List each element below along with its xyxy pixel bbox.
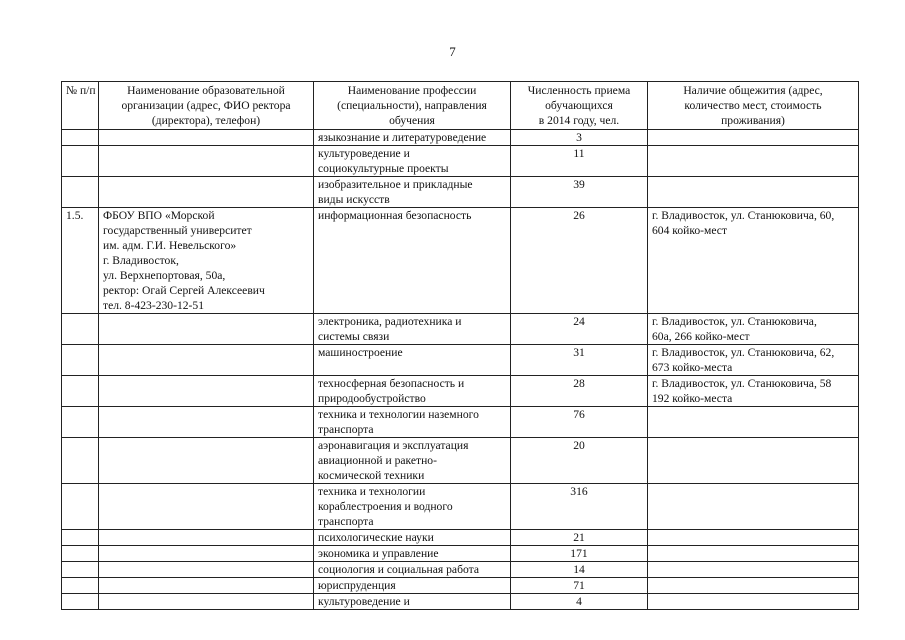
admission-count-cell: 26	[511, 208, 648, 314]
cell-text-line: г. Владивосток, ул. Станюковича, 62,	[652, 346, 835, 359]
table-row	[62, 530, 859, 546]
dormitory-cell	[648, 578, 859, 594]
cell-text-line: электроника, радиотехника и	[318, 315, 462, 328]
header-text-line: № п/п	[66, 84, 96, 97]
row-number-cell	[62, 314, 99, 345]
cell-text-line: культуроведение и	[318, 147, 410, 160]
cell-text-line: аэронавигация и эксплуатация	[318, 439, 469, 452]
organization-cell	[99, 177, 314, 208]
profession-cell	[314, 376, 511, 407]
organization-cell	[99, 546, 314, 562]
admission-count-cell: 11	[511, 146, 648, 177]
cell-text-line: авиационной и ракетно-	[318, 454, 437, 467]
organization-cell	[99, 438, 314, 484]
cell-text-line: культуроведение и	[318, 595, 410, 608]
organization-cell	[99, 562, 314, 578]
dormitory-cell	[648, 594, 859, 610]
header-text-line: количество мест, стоимость	[684, 99, 822, 112]
table-row	[62, 546, 859, 562]
admission-count-cell: 21	[511, 530, 648, 546]
cell-text-line: ФБОУ ВПО «Морской	[103, 209, 215, 222]
table-body	[62, 130, 859, 610]
header-text-line: Наличие общежития (адрес,	[683, 84, 823, 97]
profession-cell	[314, 578, 511, 594]
header-organization	[99, 82, 314, 130]
table-row	[62, 208, 859, 314]
cell-text-line: 1.5.	[66, 209, 84, 222]
header-profession	[314, 82, 511, 130]
admission-count-cell: 20	[511, 438, 648, 484]
profession-cell	[314, 345, 511, 376]
cell-text-line: техносферная безопасность и	[318, 377, 465, 390]
cell-text-line: космической техники	[318, 469, 425, 482]
row-number-cell	[62, 530, 99, 546]
dormitory-cell	[648, 208, 859, 314]
cell-text-line: тел. 8-423-230-12-51	[103, 299, 205, 312]
organization-cell	[99, 146, 314, 177]
row-number-cell	[62, 146, 99, 177]
profession-cell	[314, 438, 511, 484]
dormitory-cell	[648, 314, 859, 345]
dormitory-cell	[648, 130, 859, 146]
admission-count-cell: 31	[511, 345, 648, 376]
row-number-cell	[62, 594, 99, 610]
cell-text-line: социология и социальная работа	[318, 563, 479, 576]
cell-text-line: 604 койко-мест	[652, 224, 728, 237]
admissions-table	[61, 81, 859, 610]
row-number-cell	[62, 484, 99, 530]
table-row	[62, 376, 859, 407]
row-number-cell	[62, 345, 99, 376]
organization-cell	[99, 407, 314, 438]
profession-cell	[314, 146, 511, 177]
cell-text-line: психологические науки	[318, 531, 434, 544]
header-dormitory	[648, 82, 859, 130]
dormitory-cell	[648, 484, 859, 530]
profession-cell	[314, 562, 511, 578]
profession-cell	[314, 177, 511, 208]
organization-cell	[99, 208, 314, 314]
table-row	[62, 146, 859, 177]
row-number-cell	[62, 407, 99, 438]
cell-text-line: экономика и управление	[318, 547, 439, 560]
table-row	[62, 177, 859, 208]
cell-text-line: системы связи	[318, 330, 390, 343]
cell-text-line: информационная безопасность	[318, 209, 472, 222]
admission-count-cell: 39	[511, 177, 648, 208]
organization-cell	[99, 314, 314, 345]
row-number-cell	[62, 578, 99, 594]
organization-cell	[99, 345, 314, 376]
dormitory-cell	[648, 530, 859, 546]
header-text-line: Наименование образовательной	[127, 84, 285, 97]
table-row	[62, 438, 859, 484]
header-text-line: (директора), телефон)	[151, 114, 261, 127]
row-number-cell	[62, 438, 99, 484]
organization-cell	[99, 376, 314, 407]
dormitory-cell	[648, 345, 859, 376]
admission-count-cell: 316	[511, 484, 648, 530]
cell-text-line: г. Владивосток,	[103, 254, 179, 267]
cell-text-line: виды искусств	[318, 193, 390, 206]
profession-cell	[314, 530, 511, 546]
table-row	[62, 594, 859, 610]
dormitory-cell	[648, 562, 859, 578]
cell-text-line: 60а, 266 койко-мест	[652, 330, 750, 343]
cell-text-line: языкознание и литературоведение	[318, 131, 487, 144]
cell-text-line: юриспруденция	[318, 579, 396, 592]
row-number-cell	[62, 130, 99, 146]
table-row	[62, 345, 859, 376]
cell-text-line: техника и технологии наземного	[318, 408, 479, 421]
profession-cell	[314, 546, 511, 562]
cell-text-line: природообустройство	[318, 392, 426, 405]
page-number: 7	[449, 44, 456, 59]
header-admission-count	[511, 82, 648, 130]
organization-cell	[99, 594, 314, 610]
profession-cell	[314, 407, 511, 438]
table-header-row	[62, 82, 859, 130]
admission-count-cell: 3	[511, 130, 648, 146]
cell-text-line: техника и технологии	[318, 485, 426, 498]
row-number-cell	[62, 562, 99, 578]
organization-cell	[99, 530, 314, 546]
organization-cell	[99, 130, 314, 146]
header-text-line: Численность приема	[527, 84, 631, 97]
admission-count-cell: 76	[511, 407, 648, 438]
cell-text-line: кораблестроения и водного	[318, 500, 453, 513]
row-number-cell	[62, 177, 99, 208]
dormitory-cell	[648, 407, 859, 438]
dormitory-cell	[648, 376, 859, 407]
cell-text-line: им. адм. Г.И. Невельского»	[103, 239, 237, 252]
header-text-line: проживания)	[721, 114, 785, 127]
dormitory-cell	[648, 177, 859, 208]
dormitory-cell	[648, 438, 859, 484]
admission-count-cell: 14	[511, 562, 648, 578]
cell-text-line: ректор: Огай Сергей Алексеевич	[103, 284, 265, 297]
header-number	[62, 82, 99, 130]
admission-count-cell: 4	[511, 594, 648, 610]
profession-cell	[314, 314, 511, 345]
header-text-line: (специальности), направления	[337, 99, 487, 112]
admission-count-cell: 171	[511, 546, 648, 562]
dormitory-cell	[648, 146, 859, 177]
table-row	[62, 407, 859, 438]
table-row	[62, 578, 859, 594]
cell-text-line: изобразительное и прикладные	[318, 178, 473, 191]
row-number-cell	[62, 208, 99, 314]
row-number-cell	[62, 376, 99, 407]
cell-text-line: машиностроение	[318, 346, 403, 359]
cell-text-line: г. Владивосток, ул. Станюковича, 60,	[652, 209, 835, 222]
cell-text-line: ул. Верхнепортовая, 50а,	[103, 269, 226, 282]
table-row	[62, 130, 859, 146]
admission-count-cell: 24	[511, 314, 648, 345]
cell-text-line: 192 койко-места	[652, 392, 733, 405]
header-text-line: обучения	[389, 114, 435, 127]
table-row	[62, 484, 859, 530]
cell-text-line: транспорта	[318, 515, 374, 528]
dormitory-cell	[648, 546, 859, 562]
admission-count-cell: 28	[511, 376, 648, 407]
cell-text-line: транспорта	[318, 423, 374, 436]
organization-cell	[99, 578, 314, 594]
admission-count-cell: 71	[511, 578, 648, 594]
profession-cell	[314, 594, 511, 610]
organization-cell	[99, 484, 314, 530]
table-row	[62, 562, 859, 578]
header-text-line: Наименование профессии	[347, 84, 477, 97]
cell-text-line: г. Владивосток, ул. Станюковича,	[652, 315, 817, 328]
profession-cell	[314, 484, 511, 530]
header-text-line: обучающихся	[545, 99, 613, 112]
cell-text-line: социокультурные проекты	[318, 162, 449, 175]
table-row	[62, 314, 859, 345]
header-text-line: в 2014 году, чел.	[538, 114, 620, 127]
cell-text-line: государственный университет	[103, 224, 252, 237]
cell-text-line: 673 койко-места	[652, 361, 733, 374]
cell-text-line: г. Владивосток, ул. Станюковича, 58	[652, 377, 832, 390]
header-text-line: организации (адрес, ФИО ректора	[121, 99, 291, 112]
profession-cell	[314, 130, 511, 146]
profession-cell	[314, 208, 511, 314]
row-number-cell	[62, 546, 99, 562]
